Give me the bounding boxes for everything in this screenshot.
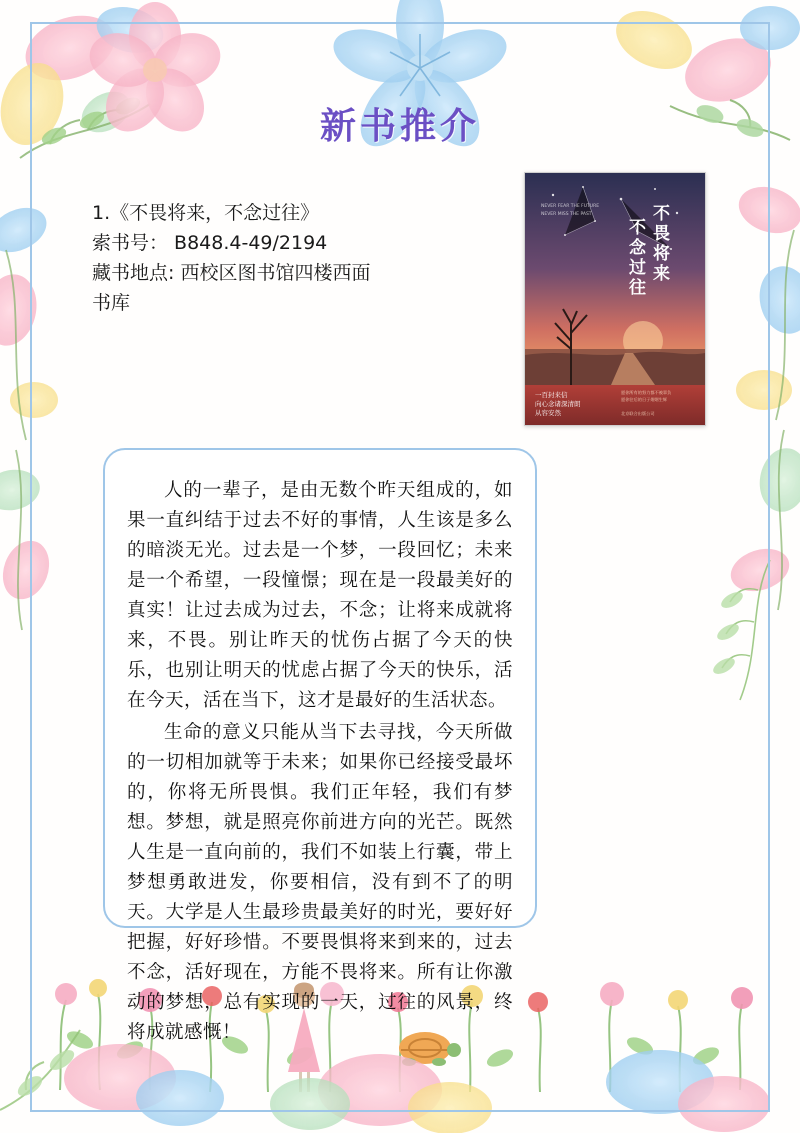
svg-text:愿你往后的日子熠熠生辉: 愿你往后的日子熠熠生辉 — [621, 397, 668, 402]
svg-text:过: 过 — [629, 258, 646, 278]
svg-text:北京联合出版公司: 北京联合出版公司 — [621, 411, 655, 416]
svg-text:将: 将 — [653, 244, 670, 264]
svg-text:NEVER MISS THE PAST: NEVER MISS THE PAST — [541, 212, 592, 217]
svg-text:NEVER FEAR THE FUTURE: NEVER FEAR THE FUTURE — [541, 204, 600, 209]
svg-text:一百封来信: 一百封来信 — [535, 391, 568, 399]
svg-text:从容安然: 从容安然 — [535, 409, 561, 417]
svg-text:愿你所有的努力都不被辜负: 愿你所有的努力都不被辜负 — [621, 390, 672, 395]
svg-text:来: 来 — [653, 264, 670, 284]
book-index-line: 1.《不畏将来，不念过往》 — [92, 202, 320, 224]
book-cover-image — [524, 172, 706, 426]
svg-text:畏: 畏 — [653, 224, 670, 244]
book-info-block — [92, 198, 492, 318]
svg-text:往: 往 — [629, 278, 646, 298]
svg-text:念: 念 — [629, 238, 646, 258]
book-call-number: 索书号： B848.4-49/2194 — [92, 232, 328, 254]
body-paragraph-1: 人的一辈子，是由无数个昨天组成的，如果一直纠结于过去不好的事情，人生该是多么的暗淡无光。过去是一个梦，一段回忆；未来是一个希望，一段憧憬；现在是一段最美好的真实！让过去成为过去，不念；让将来成就将来，不畏。别让昨天的忧伤占据了今天的快乐，也别让明天的忧虑占据了今天的快乐，活在今天，活在当下，这才是最好的生活状态。 — [127, 480, 513, 711]
body-text-panel — [103, 448, 537, 1043]
book-location-cont: 书库 — [92, 292, 131, 314]
page-title: 新书推介 — [319, 106, 480, 147]
body-paragraph-2: 生命的意义只能从当下去寻找，今天所做的一切相加就等于未来；如果你已经接受最坏的，你将无所畏惧。我们正年轻，我们有梦想。梦想，就是照亮你前进方向的光芒。既然人生是一直向前的，我们不如装上行囊，带上梦想勇敢进发，你要相信，没有到不了的明天。大学是人生最珍贵最美好的时光，要好好把握，好好珍惜。不要畏惧将来到来的，过去不念，活好现在，方能不畏将来。所有让你激动的梦想，总有实现的一天，过往的风景，终将成就感慨！ — [127, 722, 513, 1043]
svg-text:不: 不 — [629, 218, 646, 238]
svg-text:向心念诸深清朗: 向心念诸深清朗 — [535, 400, 581, 408]
svg-text:不: 不 — [653, 204, 670, 224]
book-location: 藏书地点: 西校区图书馆四楼西面 — [92, 262, 371, 284]
